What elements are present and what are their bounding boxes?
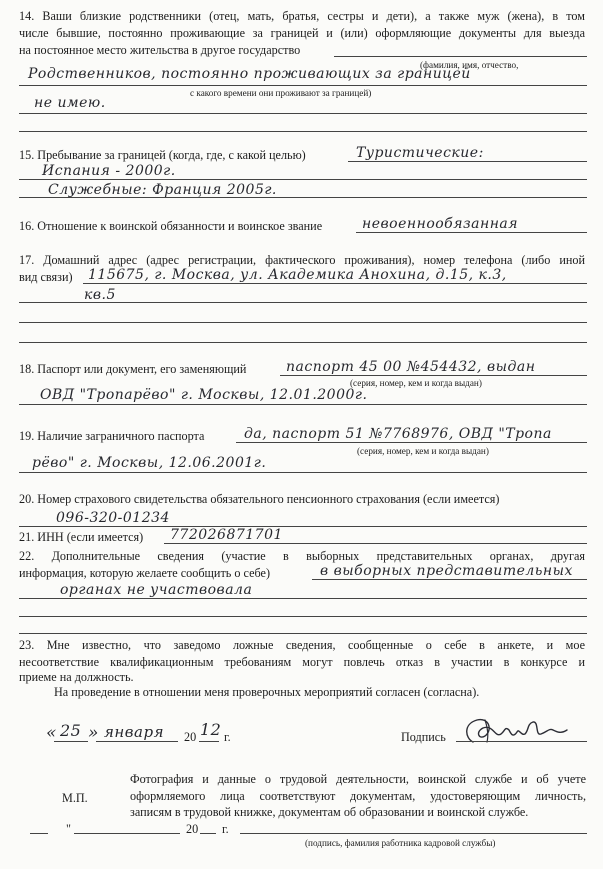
date-year-suffix[interactable]: 12 [200, 720, 222, 739]
s19-label: 19. Наличие заграничного паспорта [19, 429, 205, 443]
s17-line-2 [19, 302, 587, 303]
signature-image [455, 712, 575, 752]
date-year-prefix: 20 [184, 730, 197, 744]
s18-label: 18. Паспорт или документ, его заменяющий [19, 362, 247, 376]
s14-text-3: на постоянное место жительства в другое государство [19, 43, 301, 57]
hr-text-1: Фотография и данные о трудовой деятельности, воинской службе и об учете [130, 772, 586, 786]
s14-text-2: числе бывшие, постоянно проживающие за границей и (или) оформляющие документы для выезда [19, 26, 585, 40]
s22-line-2 [19, 598, 587, 599]
s21-line [164, 543, 587, 544]
s17-handwriting-1[interactable]: 115675, г. Москва, ул. Академика Анохина, д.15, к.3, [88, 267, 507, 283]
hr-date-quote: " [66, 822, 71, 836]
s23-text-2: несоответствие квалификационным требованиям могут повлечь отказ в участии в конкурсе и [19, 655, 585, 669]
s15-line-2 [19, 179, 587, 180]
s22-line-3 [19, 616, 587, 617]
s17-line-1 [83, 283, 587, 284]
s18-handwriting-2[interactable]: ОВД "Тропарёво" г. Москвы, 12.01.2000г. [40, 387, 368, 403]
s23-text-3: приеме на должность. [19, 670, 134, 684]
s21-label: 21. ИНН (если имеется) [19, 530, 144, 544]
s17-line-4 [19, 342, 587, 343]
s22-text-2: информация, которую желаете сообщить о себе) [19, 566, 271, 580]
hr-date-year: 20 [186, 822, 199, 836]
s18-hint: (серия, номер, кем и когда выдан) [350, 378, 482, 388]
hr-date-day-line [30, 833, 48, 834]
s14-line-3 [19, 131, 587, 132]
s19-handwriting-2[interactable]: рёво" г. Москвы, 12.06.2001г. [32, 455, 267, 471]
s23-text-1: 23. Мне известно, что заведомо ложные сведения, сообщенные о себе в анкете, и мое [19, 638, 585, 652]
s16-label: 16. Отношение к воинской обязанности и воинское звание [19, 219, 323, 233]
s22-line-4 [19, 633, 587, 634]
s18-handwriting-1[interactable]: паспорт 45 00 №454432, выдан [286, 359, 536, 375]
hr-date-month-line [74, 833, 180, 834]
s15-handwriting-2[interactable]: Испания - 2000г. [42, 163, 176, 179]
s18-line-1 [280, 375, 587, 376]
hr-text-3: записям в трудовой книжке, документам об образовании и воинской службе. [130, 805, 529, 819]
s22-line-1 [312, 579, 587, 580]
s15-handwriting-1[interactable]: Туристические: [356, 145, 484, 161]
date-quote-open: « [46, 723, 57, 743]
s17-text-1: 17. Домашний адрес (адрес регистрации, фактического проживания), номер телефона (либо иной [19, 253, 585, 267]
hr-signature-hint: (подпись, фамилия работника кадровой службы) [305, 838, 496, 848]
date-day[interactable]: 25 [60, 721, 82, 740]
s17-text-2: вид связи) [19, 270, 73, 284]
s19-line-2 [19, 472, 587, 473]
s18-line-2 [19, 404, 587, 405]
s14-text-1: 14. Ваши близкие родственники (отец, мать, братья, сестры и дети), а также муж (жена), в том [19, 9, 585, 23]
s15-label: 15. Пребывание за границей (когда, где, с какой целью) [19, 148, 306, 162]
s22-handwriting-2[interactable]: органах не участвовала [60, 582, 253, 598]
date-month[interactable]: января [104, 723, 165, 741]
s19-hint: (серия, номер, кем и когда выдан) [357, 446, 489, 456]
s14-hint-2: с какого времени они проживают за границей) [190, 88, 372, 98]
s14-handwriting-2[interactable]: не имею. [34, 95, 106, 111]
hr-signature-line [240, 833, 587, 834]
s14-line-2 [19, 113, 587, 114]
hr-text-2: оформляемого лица соответствуют документам, удостоверяющим личность, [130, 789, 586, 803]
s14-line-1 [19, 85, 587, 86]
date-year-unit: г. [224, 730, 231, 744]
mp-label: М.П. [62, 791, 88, 805]
signature-line [456, 741, 587, 742]
date-month-line [96, 741, 178, 742]
s22-text-1: 22. Дополнительные сведения (участие в выборных представительных органах, другая [19, 549, 585, 563]
s20-handwriting[interactable]: 096-320-01234 [56, 510, 170, 526]
s19-line-1 [236, 442, 587, 443]
hr-date-unit: г. [222, 822, 229, 836]
s15-line-1 [348, 161, 587, 162]
hr-date-year-line [200, 833, 216, 834]
s21-handwriting[interactable]: 772026871701 [170, 527, 283, 543]
date-day-line [54, 741, 88, 742]
s23-text-4: На проведение в отношении меня проверочных мероприятий согласен (согласна). [54, 685, 480, 699]
s15-handwriting-3[interactable]: Служебные: Франция 2005г. [48, 182, 277, 198]
s15-line-3 [19, 197, 587, 198]
s22-handwriting-1[interactable]: в выборных представительных [320, 563, 573, 579]
s16-handwriting[interactable]: невоеннообязанная [362, 216, 519, 232]
date-quote-close: » [88, 723, 99, 743]
s14-handwriting-1[interactable]: Родственников, постоянно проживающих за границей [28, 66, 471, 82]
s20-line [19, 526, 587, 527]
date-year-line [199, 741, 219, 742]
s14-line-0 [334, 56, 587, 57]
s17-handwriting-2[interactable]: кв.5 [84, 287, 116, 303]
s14-hint-1: (фамилия, имя, отчество, [420, 60, 519, 70]
s20-label: 20. Номер страхового свидетельства обязательного пенсионного страхования (если имеется) [19, 492, 500, 506]
s16-line [356, 232, 587, 233]
s19-handwriting-1[interactable]: да, паспорт 51 №7768976, ОВД "Тропа [244, 426, 552, 442]
signature-label: Подпись [401, 730, 446, 744]
s17-line-3 [19, 322, 587, 323]
